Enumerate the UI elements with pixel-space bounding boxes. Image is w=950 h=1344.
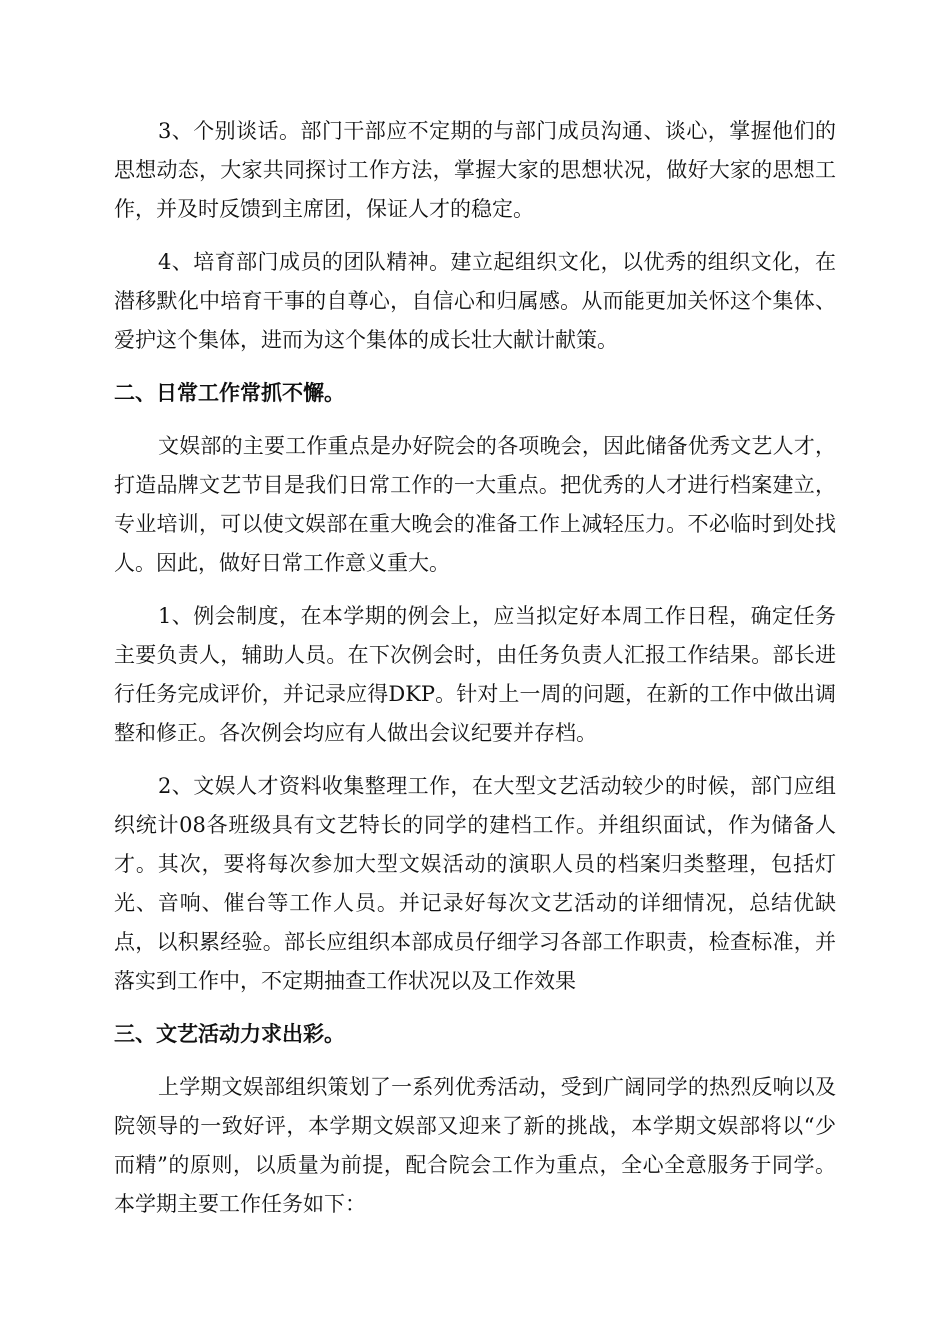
paragraph-daily-work-intro: 文娱部的主要工作重点是办好院会的各项晚会，因此储备优秀文艺人才，打造品牌文艺节目是我们日常工作的一大重点。把优秀的人才进行档案建立，专业培训，可以使文娱部在重大晚会的准备工作上减轻压力。不必临时到处找人。因此，做好日常工作意义重大。 [114,434,836,575]
paragraph-team-spirit: 4、培育部门成员的团队精神。建立起组织文化，以优秀的组织文化，在潜移默化中培育干事的自尊心，自信心和归属感。从而能更加关怀这个集体、爱护这个集体，进而为这个集体的成长壮大献计献策。 [114,250,836,352]
paragraph-art-activities-intro: 上学期文娱部组织策划了一系列优秀活动，受到广阔同学的热烈反响以及院领导的一致好评，本学期文娱部又迎来了新的挑战，本学期文娱部将以“少而精”的原则，以质量为前提，配合院会工作为重点，全心全意服务于同学。本学期主要工作任务如下： [114,1075,836,1216]
paragraph-individual-talks: 3、个别谈话。部门干部应不定期的与部门成员沟通、谈心，掌握他们的思想动态，大家共同探讨工作方法，掌握大家的思想状况，做好大家的思想工作，并及时反馈到主席团，保证人才的稳定。 [114,119,836,221]
section-heading-art-activities: 三、文艺活动力求出彩。 [114,1022,345,1046]
paragraph-talent-archive: 2、文娱人才资料收集整理工作，在大型文艺活动较少的时候，部门应组织统计08各班级具有文艺特长的同学的建档工作。并组织面试，作为储备人才。其次，要将每次参加大型文娱活动的演职人员的档案归类整理，包括灯光、音响、催台等工作人员。并记录好每次文艺活动的详细情况，总结优缺点，以积累经验。部长应组织本部成员仔细学习各部工作职责，检查标准，并落实到工作中，不定期抽查工作状况以及工作效果 [114,774,836,993]
document-body [114,112,836,1238]
section-heading-daily-work: 二、日常工作常抓不懈。 [114,381,345,405]
paragraph-regular-meetings: 1、例会制度，在本学期的例会上，应当拟定好本周工作日程，确定任务主要负责人，辅助人员。在下次例会时，由任务负责人汇报工作结果。部长进行任务完成评价，并记录应得DKP。针对上一周的问题，在新的工作中做出调整和修正。各次例会均应有人做出会议纪要并存档。 [114,604,836,745]
